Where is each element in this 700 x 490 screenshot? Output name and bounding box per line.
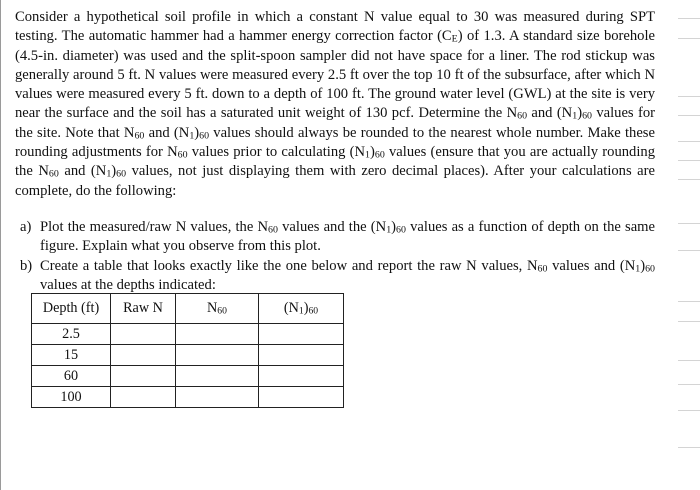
problem-text	[15, 8, 655, 295]
cell-raw-n	[111, 345, 176, 366]
table-row	[32, 324, 344, 345]
cell-n60	[176, 366, 259, 387]
header-text: Depth (ft)	[42, 300, 100, 316]
problem-paragraph	[15, 8, 655, 201]
text-run: Create a table that looks exactly like the one below and report the raw N values, N	[40, 257, 538, 274]
text-run: values prior to calculating (N	[187, 144, 366, 161]
text-run: values as a function of depth on the same figure. Explain what you observe from this plot.	[40, 218, 655, 255]
subscript: 60	[217, 305, 227, 317]
text-run: ) of 1.3. A standard size borehole (4.5-in. diameter) was used and the split-spoon sampler did not have space for a liner. The rod stickup was generally around 5 ft. N values were measured every 2.5 ft over the top 10 ft of the subsurface, after which N values were measured every 5 ft. down to a depth of 100 ft. The ground water level (GWL) at the site is very near the surface and the soil has a saturated unit weight of 130 pcf. Determine the N	[15, 28, 655, 122]
subscript: 1	[298, 305, 304, 317]
left-margin-rule	[0, 0, 1, 490]
table-header-row	[32, 294, 344, 324]
subscript: 1	[386, 224, 392, 236]
cell-depth: 60	[32, 366, 111, 387]
cell-n1-60	[259, 387, 344, 408]
subscript: 60	[537, 263, 548, 275]
subscript: 60	[374, 149, 385, 161]
text-run: )	[194, 124, 200, 141]
task-item-a	[15, 218, 655, 257]
cell-depth: 2.5	[32, 324, 111, 345]
subscript: 60	[645, 263, 655, 275]
text-run: )	[577, 105, 583, 122]
cell-depth: 100	[32, 387, 111, 408]
header-raw-n	[111, 294, 176, 324]
header-n1-60	[259, 294, 344, 324]
text-run: and (N	[144, 124, 190, 141]
table-row	[32, 345, 344, 366]
cell-raw-n	[111, 387, 176, 408]
subscript: 60	[396, 224, 406, 236]
subscript: 1	[635, 263, 641, 275]
subscript: 60	[268, 224, 278, 236]
subscript: 60	[199, 130, 210, 142]
text-run: )	[111, 163, 117, 180]
text-run: )	[640, 257, 646, 274]
cell-n1-60	[259, 366, 344, 387]
text-run: values should always be rounded to the nearest whole number. Make these rounding adjustments for N	[15, 124, 655, 161]
subscript: 60	[177, 149, 188, 161]
task-marker: a)	[20, 218, 32, 235]
text-run: values, not just displaying them with zero decimal places). After your calculations are complete, do the following:	[15, 163, 655, 199]
text-run: and (N	[58, 163, 107, 180]
cell-n60	[176, 387, 259, 408]
header-text: (N	[283, 300, 299, 316]
table-row	[32, 366, 344, 387]
subscript: 1	[572, 110, 578, 122]
text-run: Consider a hypothetical soil profile in which a constant N value equal to 30 was measured during SPT testing. The automatic hammer had a hammer energy correction factor (C	[15, 9, 655, 45]
task-item-b	[15, 257, 655, 296]
text-run: values for the site. Note that N	[15, 105, 655, 141]
subscript: 1	[365, 149, 370, 161]
text-run: values at the depths indicated:	[40, 276, 216, 293]
subscript: 60	[517, 110, 528, 122]
text-run: Plot the measured/raw N values, the N	[40, 218, 269, 235]
cell-raw-n	[111, 324, 176, 345]
table-row	[32, 387, 344, 408]
subscript: 60	[116, 168, 127, 180]
text-run: values and (N	[547, 257, 636, 274]
subscript: 60	[308, 305, 319, 317]
text-run: and (N	[527, 105, 573, 122]
cell-n1-60	[259, 324, 344, 345]
cell-n1-60	[259, 345, 344, 366]
header-depth	[32, 294, 111, 324]
cell-depth: 15	[32, 345, 111, 366]
header-text: )	[303, 300, 309, 316]
subscript: E	[451, 33, 458, 45]
results-table	[31, 293, 344, 408]
subscript: 1	[106, 168, 112, 180]
task-list	[15, 218, 655, 295]
header-n60	[176, 294, 259, 324]
header-text: Raw N	[123, 300, 163, 316]
right-margin-ticks	[678, 0, 700, 490]
cell-raw-n	[111, 366, 176, 387]
subscript: 60	[582, 110, 592, 122]
subscript: 60	[134, 130, 145, 142]
text-run: )	[370, 144, 375, 161]
task-marker: b)	[20, 257, 33, 274]
cell-n60	[176, 324, 259, 345]
text-run: )	[391, 218, 397, 235]
subscript: 60	[48, 168, 59, 180]
text-run: values (ensure that you are actually rounding the N	[15, 144, 655, 180]
cell-n60	[176, 345, 259, 366]
text-run: values and the (N	[277, 218, 387, 235]
subscript: 1	[189, 130, 195, 142]
header-text: N	[207, 300, 218, 316]
